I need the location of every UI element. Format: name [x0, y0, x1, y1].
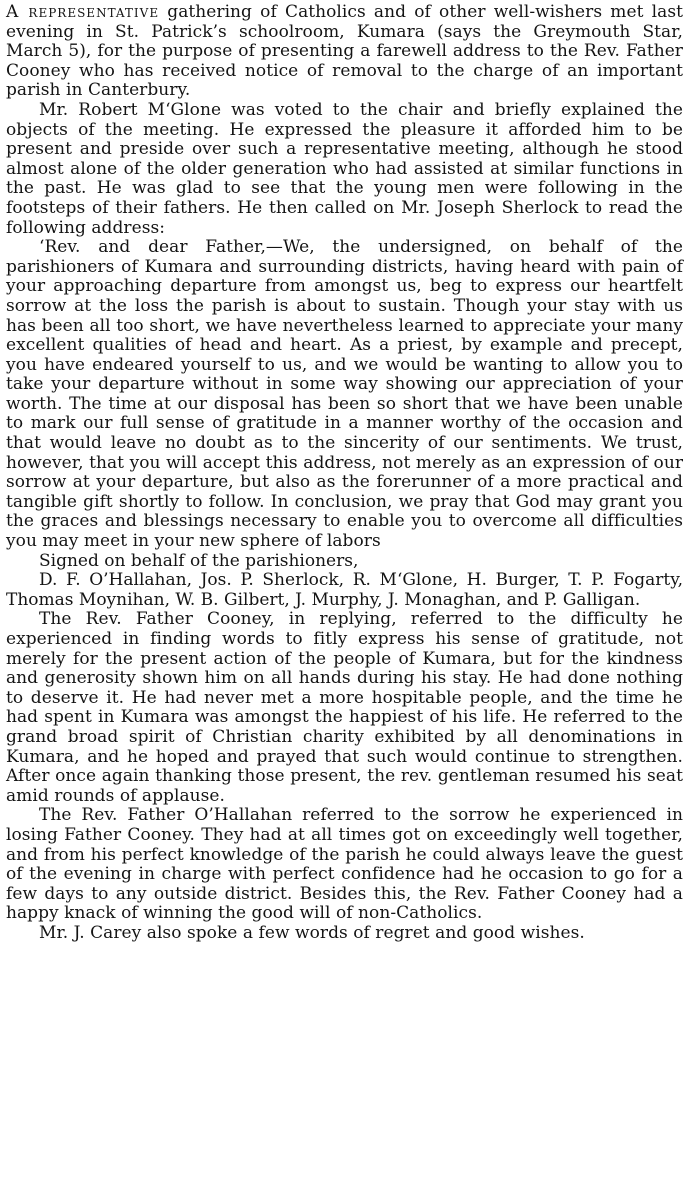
opening-paragraph-text: gathering of Catholics and of other well-wishers met last evening in St. Patrick’s schoolroom, Kumara (says the Greymouth Star, March 5), for the purpose of presenting a farewell address to the Rev. Father Cooney who has received notice of removal to the charge of an important parish in Canterbury. [6, 2, 683, 101]
opening-small-caps: A representative [6, 2, 160, 22]
signatories-list: D. F. O’Hallahan, Jos. P. Sherlock, R. M‘Glone, H. Burger, T. P. Fogarty, Thomas Moynihan, W. B. Gilbert, J. Murphy, J. Monaghan, and P. Galligan. [6, 570, 683, 610]
reply-paragraph: The Rev. Father Cooney, in replying, referred to the difficulty he experienced in finding words to fitly express his sense of gratitude, not merely for the present action of the people of Kumara, but for the kindness and generosity shown him on all hands during his stay. He had done nothing to deserve it. He had never met a more hospitable people, and the time he had spent in Kumara was amongst the happiest of his life. He referred to the grand broad spirit of Christian charity exhibited by all denominations in Kumara, and he hoped and prayed that such would continue to strengthen. After once again thanking those present, the rev. gentleman resumed his seat amid rounds of applause. [6, 609, 683, 806]
carey-paragraph: Mr. J. Carey also spoke a few words of regret and good wishes. [39, 922, 585, 943]
chair-paragraph: Mr. Robert M‘Glone was voted to the chair and briefly explained the objects of the meeting. He expressed the pleasure it afforded him to be present and preside over such a representative meeting, although he stood almost alone of the older generation who had assisted at similar functions in the past. He was glad to see that the young men were following in the footsteps of their fathers. He then called on Mr. Joseph Sherlock to read the following address: [6, 99, 683, 238]
ohallahan-paragraph: The Rev. Father O’Hallahan referred to the sorrow he experienced in losing Father Cooney. They had at all times got on exceedingly well together, and from his perfect knowledge of the parish he could always leave the guest of the evening in charge with perfect confidence had he occasion to go for a few days to any outside district. Besides this, the Rev. Father Cooney had a happy knack of winning the good will of non-Catholics. [6, 805, 683, 924]
opening-paragraph [6, 3, 683, 101]
address-paragraph: ‘Rev. and dear Father,—We, the undersigned, on behalf of the parishioners of Kumara and surrounding districts, having heard with pain of your approaching departure from amongst us, beg to express our heartfelt sorrow at the loss the parish is about to sustain. Though your stay with us has been all too short, we have nevertheless learned to appreciate your many excellent qualities of head and heart. As a priest, by example and precept, you have endeared yourself to us, and we would be wanting to allow you to take your departure without in some way showing our appreciation of your worth. The time at our disposal has been so short that we have been unable to mark our full sense of gratitude in a manner worthy of the occasion and that would leave no doubt as to the sincerity of our sentiments. We trust, however, that you will accept this address, not merely as an expression of our sorrow at your departure, but also as the forerunner of a more practical and tangible gift shortly to follow. In conclusion, we pray that God may grant you the graces and blessings necessary to enable you to overcome all difficulties you may meet in your new sphere of labors [6, 237, 683, 552]
signed-line: Signed on behalf of the parishioners, [39, 550, 359, 571]
